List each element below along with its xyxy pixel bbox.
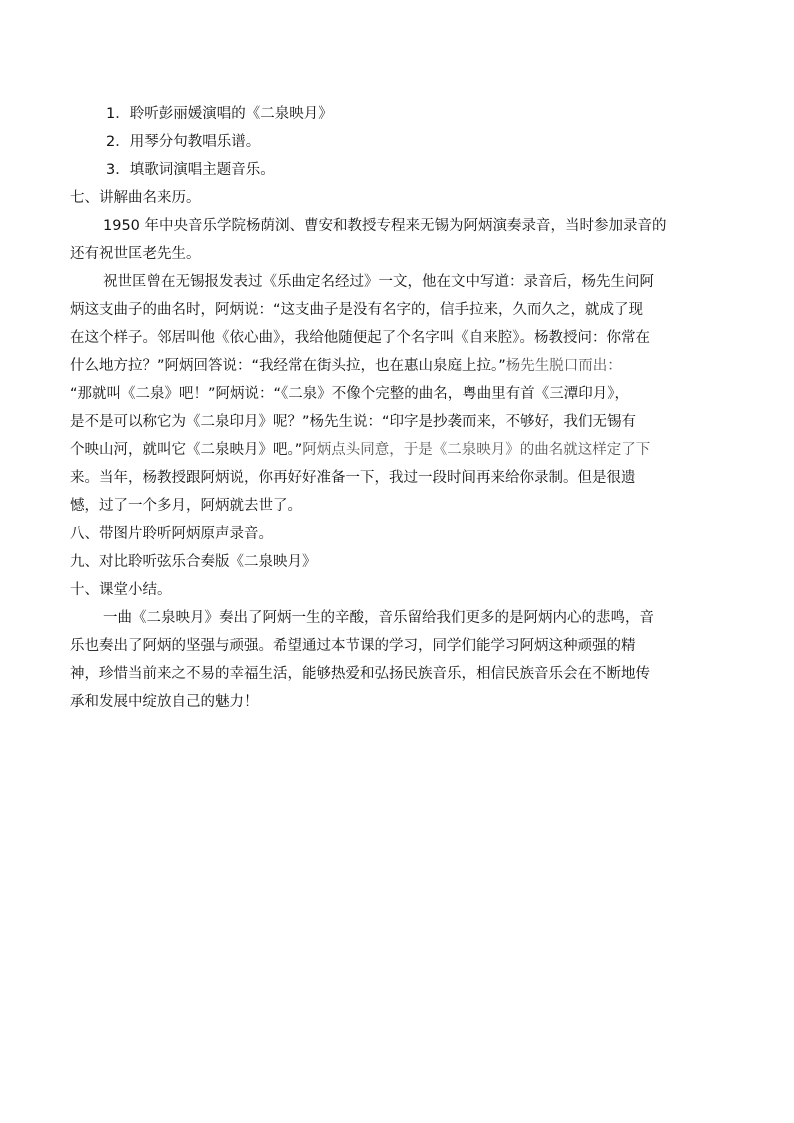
step-3: 3．填歌词演唱主题音乐。 (106, 162, 275, 178)
step-2: 2．用琴分句教唱乐谱。 (106, 134, 261, 150)
paragraph-line: 还有祝世匡老先生。 (70, 246, 201, 262)
section-9-heading: 九、对比聆听弦乐合奏版《二泉映月》 (70, 554, 317, 570)
paragraph-recording-history (70, 212, 730, 268)
paragraph-line: 1950 年中央音乐学院杨荫浏、曹安和教授专程来无锡为阿炳演奏录音，当时参加录音的 (103, 218, 667, 234)
paragraph-line: 乐也奏出了阿炳的坚强与顽强。希望通过本节课的学习，同学们能学习阿炳这种顽强的精 (70, 638, 636, 654)
paragraph-line: 憾，过了一个多月，阿炳就去世了。 (70, 498, 302, 514)
paragraph-line: 承和发展中绽放自己的魅力！ (70, 694, 259, 710)
section-7-heading: 七、讲解曲名来历。 (70, 190, 201, 206)
paragraph-text-grey: 阿炳点头同意，于是《二泉映月》的曲名就这样定了下 (302, 442, 651, 458)
paragraph-text-grey: 杨先生脱口而出： (505, 358, 622, 374)
paragraph-text: 什么地方拉？”阿炳回答说：“我经常在街头拉，也在惠山泉庭上拉。” (70, 358, 506, 374)
step-1: 1．聆听彭丽媛演唱的《二泉映月》 (106, 106, 333, 122)
paragraph-line: 神，珍惜当前来之不易的幸福生活，能够热爱和弘扬民族音乐，相信民族音乐会在不断地传 (70, 666, 650, 682)
section-8-heading: 八、带图片聆听阿炳原声录音。 (70, 526, 273, 542)
paragraph-line (70, 352, 730, 380)
paragraph-line (70, 436, 730, 464)
paragraph-line: 炳这支曲子的曲名时，阿炳说：“这支曲子是没有名字的，信手拉来，久而久之，就成了现 (70, 302, 644, 318)
section-10-heading: 十、课堂小结。 (70, 582, 172, 598)
paragraph-summary (70, 604, 730, 716)
paragraph-line: 是不是可以称它为《二泉印月》呢？”杨先生说：“印字是抄袭而来，不够好，我们无锡有 (70, 414, 637, 430)
paragraph-text: 个映山河，就叫它《二泉映月》吧。” (70, 442, 303, 458)
paragraph-line: 在这个样子。邻居叫他《依心曲》，我给他随便起了个名字叫《自来腔》。杨教授问：你常在 (70, 330, 650, 346)
paragraph-name-origin (70, 268, 730, 520)
paragraph-line: “那就叫《二泉》吧！”阿炳说：“《二泉》不像个完整的曲名，粤曲里有首《三潭印月》， (70, 386, 630, 402)
paragraph-line: 一曲《二泉映月》奏出了阿炳一生的辛酸，音乐留给我们更多的是阿炳内心的悲鸣，音 (103, 610, 654, 626)
paragraph-line: 来。当年，杨教授跟阿炳说，你再好好准备一下，我过一段时间再来给你录制。但是很遗 (70, 470, 636, 486)
paragraph-line: 祝世匡曾在无锡报发表过《乐曲定名经过》一文，他在文中写道：录音后，杨先生问阿 (103, 274, 654, 290)
document-body (70, 100, 730, 716)
